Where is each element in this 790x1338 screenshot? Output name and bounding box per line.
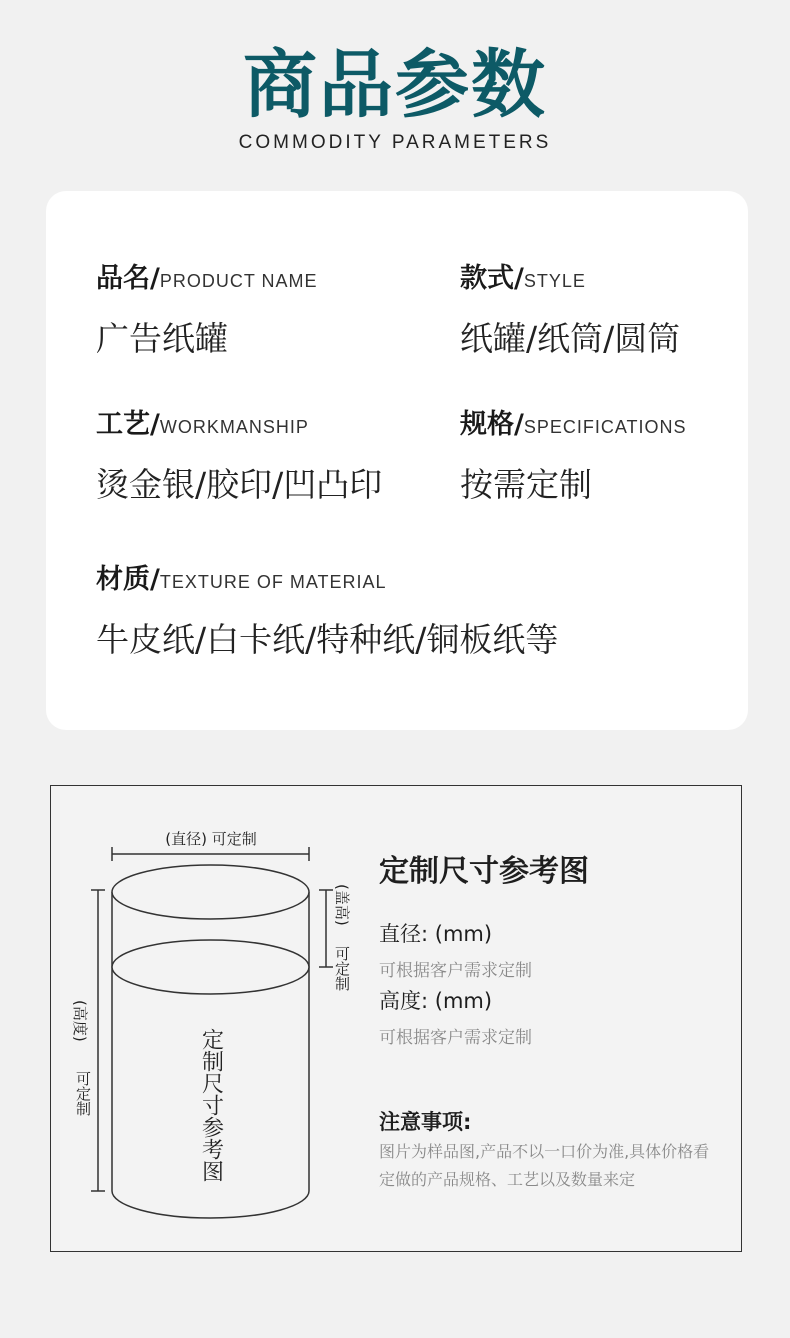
param-style [460,262,680,359]
param-label-cn: 工艺/ [96,409,160,440]
notes-title: 注意事项: [379,1110,472,1134]
param-label-en: PRODUCT NAME [159,271,318,291]
lid-bottom-ellipse [112,940,309,994]
page-subtitle: COMMODITY PARAMETERS [238,132,552,153]
height-text-2: 可定制 [74,1071,92,1116]
size-chart-title: 定制尺寸参考图 [379,854,589,889]
param-label-en: SPECIFICATIONS [523,417,687,437]
param-material [96,563,558,660]
param-product-name [96,262,318,359]
diameter-text: (直径) 可定制 [165,830,257,848]
param-value: 烫金银/胶印/凹凸印 [96,465,383,504]
param-label-en: WORKMANSHIP [159,417,309,437]
cylinder-diagram [51,786,351,1246]
page-title: 商品参数 [243,42,547,128]
diameter-label: 直径: (mm) [379,922,493,946]
height-note: 可根据客户需求定制 [379,1028,532,1048]
lid-height-text-1: (盖高) [333,884,351,926]
diameter-note: 可根据客户需求定制 [379,961,532,981]
cylinder-center-text: 定制尺寸参考图 [198,1028,224,1182]
size-chart-panel [50,785,742,1252]
param-value: 按需定制 [460,465,592,504]
height-text-1: (高度) [71,1000,89,1042]
param-label-en: STYLE [523,271,586,291]
param-value: 纸罐/纸筒/圆筒 [460,319,681,358]
params-card [46,191,748,730]
lid-top-ellipse [112,865,309,919]
cylinder-bottom [112,1191,309,1218]
param-label-cn: 规格/ [460,409,524,440]
notes-text: 图片为样品图,产品不以一口价为准,具体价格看定做的产品规格、工艺以及数量来定 [379,1142,710,1189]
param-label-en: TEXTURE OF MATERIAL [159,572,387,592]
lid-height-text-2: 可定制 [333,946,351,991]
param-workmanship [96,408,382,505]
param-specifications [460,408,687,505]
param-value: 牛皮纸/白卡纸/特种纸/铜板纸等 [96,620,559,659]
height-label: 高度: (mm) [379,989,493,1013]
param-value: 广告纸罐 [96,319,228,358]
param-label-cn: 品名/ [96,263,160,294]
param-label-cn: 材质/ [96,564,160,595]
param-label-cn: 款式/ [460,263,524,294]
